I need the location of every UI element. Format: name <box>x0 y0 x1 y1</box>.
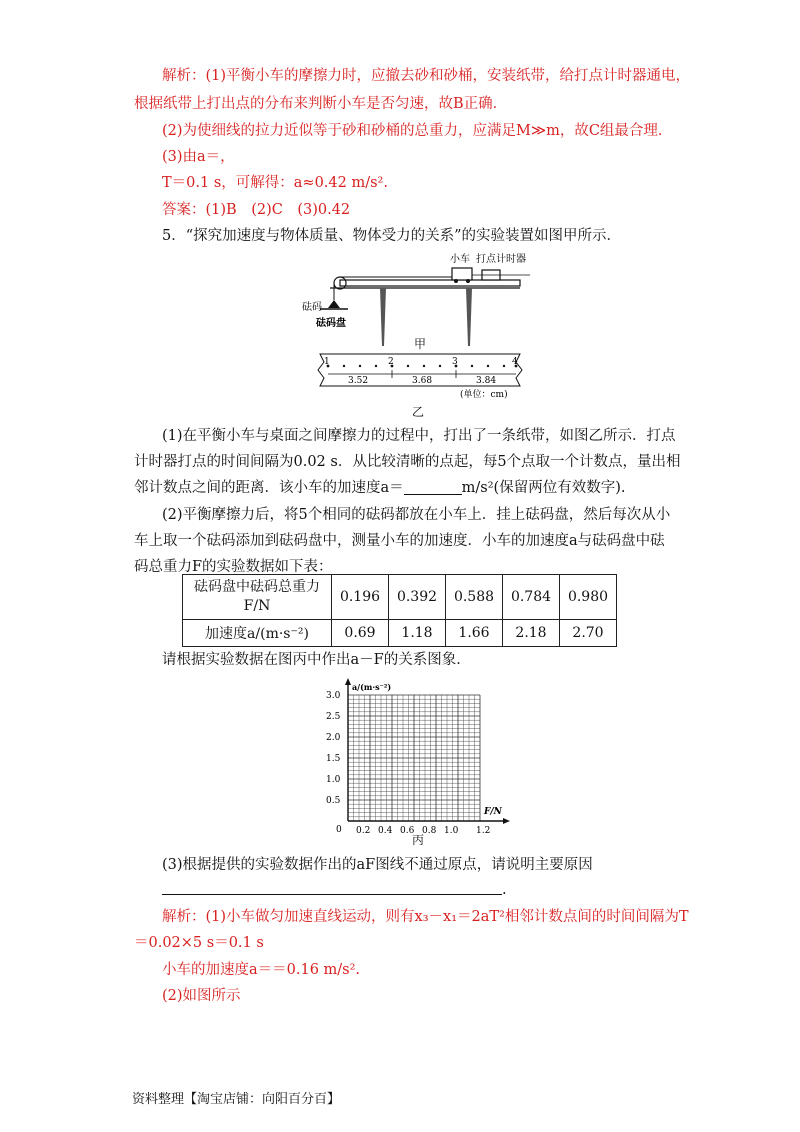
table-cell: 0.196 <box>332 575 389 620</box>
footer-text: 资料整理【淘宝店铺：向阳百分百】 <box>132 1092 341 1107</box>
tape-figure <box>310 352 530 402</box>
y-tick-labels <box>326 691 341 806</box>
graph-figure <box>320 678 520 848</box>
y-tick-label: 2.0 <box>326 733 341 743</box>
question-stem: 5．“探究加速度与物体质量、物体受力的关系”的实验装置如图甲所示． <box>162 228 622 244</box>
y-tick-label: 0.5 <box>326 796 341 806</box>
tape-point-4: 4 <box>512 357 518 367</box>
part2-line-c: 码总重力F的实验数据如下表： <box>134 559 333 575</box>
label-timer: 打点计时器 <box>476 254 526 265</box>
tape-point-2: 2 <box>388 357 394 367</box>
solution-line-5: T＝0.1 s，可解得：a≈0.42 m/s². <box>162 175 388 191</box>
table-cell: 0.69 <box>332 620 389 647</box>
x-tick-label: 0.6 <box>400 826 415 836</box>
tape-point-3: 3 <box>452 357 458 367</box>
caption-jia: 甲 <box>414 337 427 351</box>
table-cell: 1.66 <box>446 620 503 647</box>
caption-bing: 丙 <box>412 833 425 847</box>
x-tick-label: 1.2 <box>476 826 491 836</box>
table-cell: 0.392 <box>389 575 446 620</box>
solution-line-2: 根据纸带上打出点的分布来判断小车是否匀速，故B正确． <box>134 96 508 112</box>
y-tick-label: 1.5 <box>326 754 341 764</box>
solution-line-3: (2)为使细线的拉力近似等于砂和砂桶的总重力，应满足M≫m，故C组最合理． <box>162 123 673 139</box>
table-row <box>183 575 617 620</box>
label-weight: 砝码 <box>302 302 322 313</box>
y-tick-label: 2.5 <box>326 712 341 722</box>
solution2-line-3: 小车的加速度a＝＝0.16 m/s². <box>162 962 361 978</box>
answer-period: . <box>502 882 507 898</box>
solution2-line-4: (2)如图所示 <box>162 988 241 1004</box>
table-header-accel: 加速度a/(m·s⁻²) <box>183 620 332 647</box>
y-tick-label: 1.0 <box>326 775 341 785</box>
y-tick-label: 3.0 <box>326 691 341 701</box>
part1-line-c <box>134 478 625 498</box>
tape-distance-3: 3.84 <box>476 376 497 386</box>
y-axis-arrow <box>345 678 351 685</box>
tape-distance-1: 3.52 <box>348 376 369 386</box>
x-tick-label: 0.2 <box>356 826 371 836</box>
part2-line-a: (2)平衡摩擦力后，将5个相同的砝码都放在小车上．挂上砝码盘，然后每次从小 <box>162 507 671 523</box>
answer-blank-b[interactable] <box>162 894 502 895</box>
table-cell: 0.980 <box>560 575 617 620</box>
label-pan: 砝码盘 <box>316 318 346 329</box>
solution2-line-2: ＝0.02×5 s＝0.1 s <box>134 935 264 951</box>
answer-blank-a[interactable] <box>404 480 462 495</box>
answer-line: 答案：(1)B (2)C (3)0.42 <box>162 202 351 218</box>
table-header-force: 砝码盘中砝码总重力 F/N <box>183 575 332 620</box>
label-car: 小车 <box>450 254 470 265</box>
x-axis-label: F/N <box>484 807 502 817</box>
part1-text-pre: 邻计数点之间的距离．该小车的加速度a＝ <box>134 480 404 496</box>
table-cell: 0.588 <box>446 575 503 620</box>
table-cell: 2.18 <box>503 620 560 647</box>
caption-yi: 乙 <box>412 405 425 419</box>
table-cell: 1.18 <box>389 620 446 647</box>
solution-line-4: (3)由a＝， <box>162 149 235 165</box>
part1-line-a: (1)在平衡小车与桌面之间摩擦力的过程中，打出了一条纸带，如图乙所示．打点 <box>162 428 676 444</box>
solution2-line-1: 解析：(1)小车做匀加速直线运动，则有x₃－x₁＝2aT²相邻计数点间的时间间隔为T <box>162 909 689 925</box>
graph-prompt: 请根据实验数据在图丙中作出a－F的关系图象． <box>162 652 471 668</box>
x-axis-arrow <box>503 818 510 824</box>
tape-point-1: 1 <box>324 357 330 367</box>
table-row <box>183 620 617 647</box>
tape-unit: (单位：cm) <box>460 390 508 400</box>
solution-line-1: 解析：(1)平衡小车的摩擦力时，应撤去砂和砂桶，安装纸带，给打点计时器通电， <box>162 68 691 84</box>
x-tick-label: 0.4 <box>378 826 393 836</box>
x-tick-label: 0.8 <box>422 826 437 836</box>
table-cell: 0.784 <box>503 575 560 620</box>
x-tick-label: 1.0 <box>444 826 459 836</box>
data-table <box>182 574 617 647</box>
part1-line-b: 计时器打点的时间间隔为0.02 s．从比较清晰的点起，每5个点取一个计数点，量出相 <box>134 454 681 470</box>
graph-grid <box>348 695 480 821</box>
table-cell: 2.70 <box>560 620 617 647</box>
part2-line-b: 车上取一个砝码添加到砝码盘中，测量小车的加速度．小车的加速度a与砝码盘中砝 <box>134 533 665 549</box>
part1-text-post: m/s²(保留两位有效数字). <box>461 480 626 496</box>
y-axis-label: a/(m·s⁻²) <box>352 682 392 692</box>
origin-label: 0 <box>336 825 342 835</box>
part3-text: (3)根据提供的实验数据作出的aF图线不通过原点，请说明主要原因 <box>162 857 593 873</box>
tape-distance-2: 3.68 <box>412 376 433 386</box>
